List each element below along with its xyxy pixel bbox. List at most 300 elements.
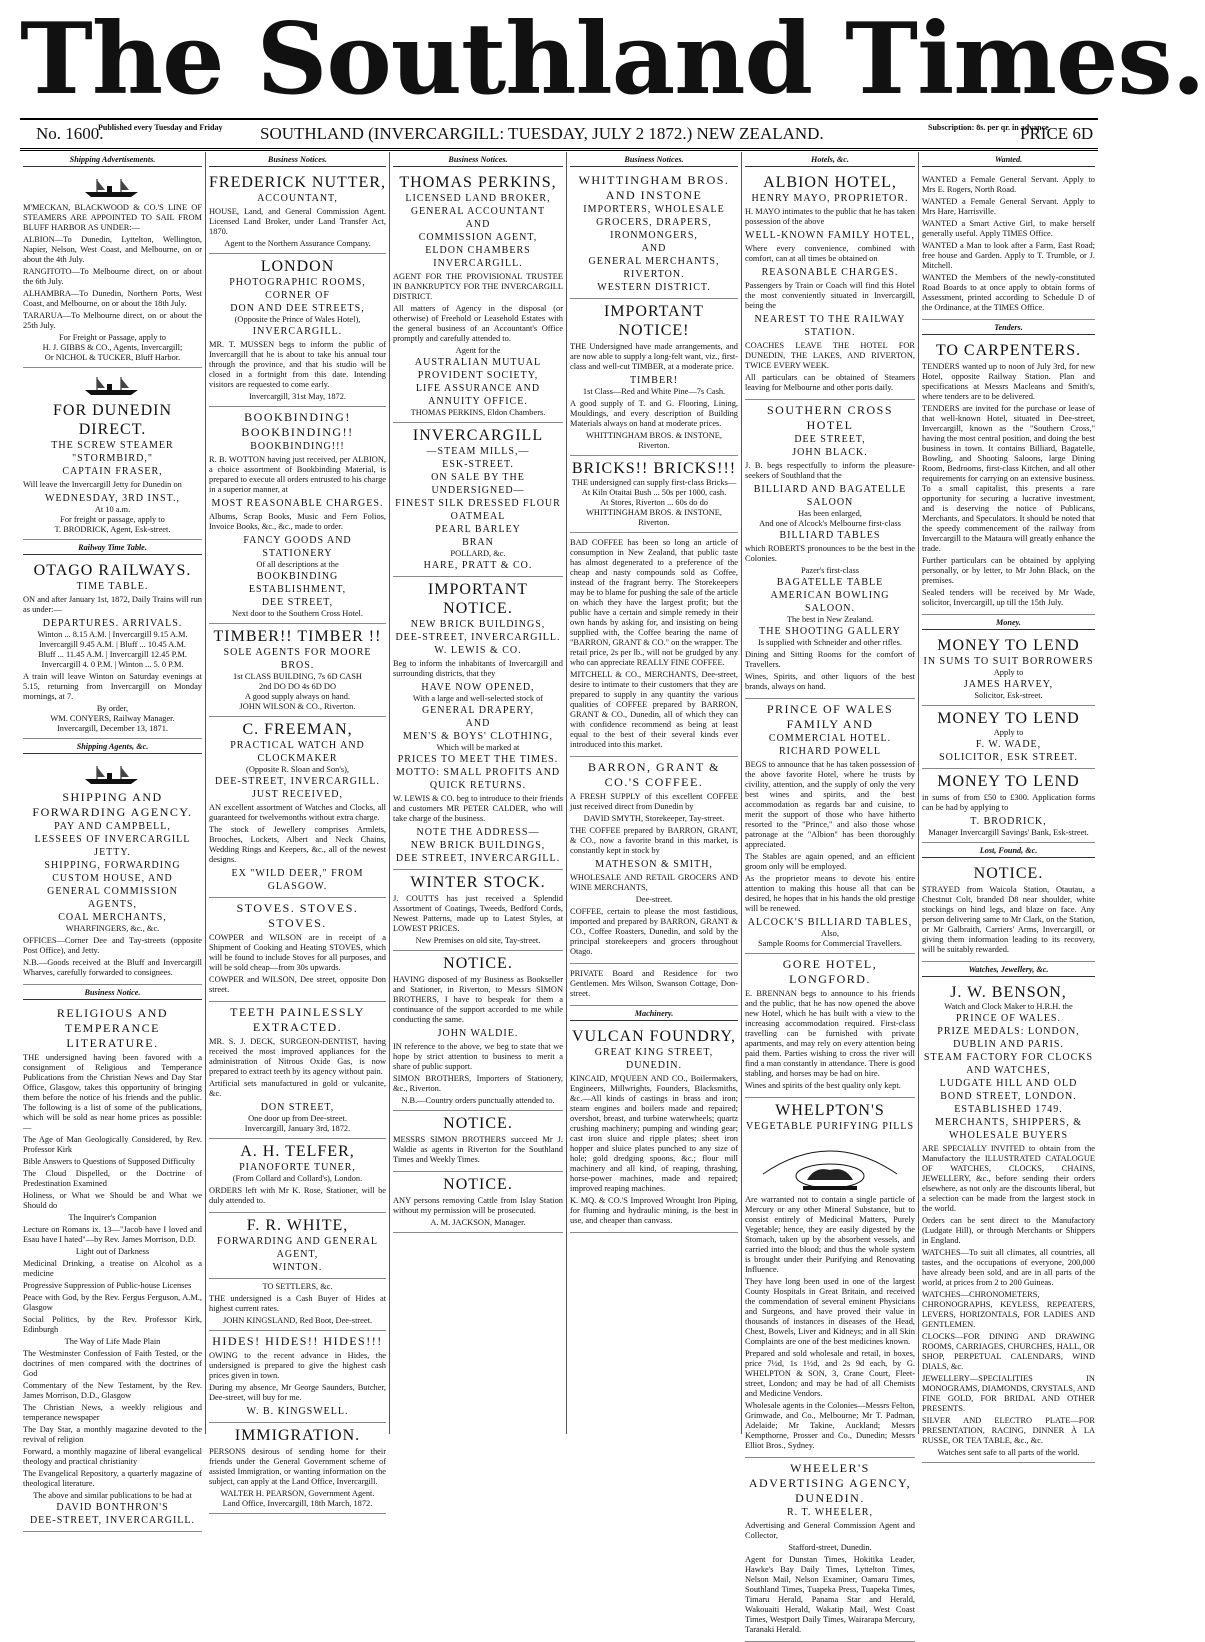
advertisement [922,338,1095,615]
ad-line: FINEST SILK DRESSED FLOUR [395,498,561,509]
advertisement [922,980,1095,1463]
advertisement [23,170,202,368]
ad-line: SILVER AND ELECTRO PLATE—FOR PRESENTATION, RACING, DINNER À LA RUSSE, OR TEA TABLE, &c., &c. [922,1416,1095,1445]
advertisement [393,1172,563,1233]
ad-line: RELIGIOUS AND TEMPERANCE LITERATURE. [56,1006,169,1050]
ad-line: ANY persons removing Cattle from Islay Station without my permission will be prosecuted. [393,1196,563,1215]
ad-line: LUDGATE HILL AND OLD BOND STREET, LONDON. [939,1078,1078,1102]
ad-line: C. FREEMAN, [242,721,353,738]
advertisement [209,1279,386,1331]
ad-line: IMMIGRATION. [234,1427,361,1444]
ad-line: Holiness, or What we Should be and What we Should do [23,1191,202,1210]
ad-line: One door up from Dee-street. [248,1114,347,1123]
ad-line: Or NICHOL & TUCKER, Bluff Harbor. [44,353,181,362]
ad-line: HARE, PRATT & CO. [423,560,533,571]
ad-line: ALBION—To Dunedin, Lyttelton, Wellington, Napier, Nelson, West Coast, and Melbourne, on or about the 4th July. [23,235,202,264]
ad-line: BOOKBINDING!!! [250,441,345,452]
ad-line: FANCY GOODS AND STATIONERY [243,535,352,559]
ad-line: MEN'S & BOYS' CLOTHING, [403,731,553,742]
ad-line: THOMAS PERKINS, Eldon Chambers. [410,408,546,417]
ad-line: WHOLESALE AND RETAIL GROCERS AND WINE MERCHANTS, [570,873,738,892]
ad-line: The Way of Life Made Plain [64,1337,161,1346]
ad-line: ELDON CHAMBERS [425,245,531,256]
ad-line: ON and after January 1st, 1872, Daily Trains will run as under:— [23,595,202,614]
ad-line: —STEAM MILLS,— [426,446,530,457]
ad-line: PRINCE OF WALES. [956,1013,1061,1024]
advertisement [209,1002,386,1139]
section-heading: Watches, Jewellery, &c. [922,964,1095,977]
advertisement [393,951,563,1111]
ad-line: ESK-STREET. [442,459,514,470]
advertisement [209,624,386,717]
ad-line: Passengers by Train or Coach will find this Hotel the most conveniently situated in Invercargill, being the [745,281,915,310]
ad-line: RANGITOTO—To Melbourne direct, on or about the 6th July. [23,267,202,286]
column-2 [205,152,389,1508]
ad-line: ARE SPECIALLY INVITED to obtain from the Manufactory the ILLUSTRATED CATALOGUE OF WATCHES, CLOCKS, CHAINS, JEWELLERY, &c., before sending their orders elsewhere, as not only are the discounts liberal, but a selection can be made from the largest stock in the world. [922,1144,1095,1213]
advertisement [570,170,738,299]
ad-line: JAMES HARVEY, [963,679,1054,690]
advertisement [745,954,915,1098]
steamship-icon [83,764,143,786]
ad-line: Next door to the Southern Cross Hotel. [232,609,363,618]
ad-line: NEW BRICK BUILDINGS, [410,619,546,630]
ad-line: MR. T. MUSSEN begs to inform the public of Invercargill that he is about to take his annual tour through the province, and that his studio will be closed in a fortnight from this date. Intending visitors are requested to come early. [209,340,386,389]
ad-line: A FRESH SUPPLY of this excellent COFFEE just received direct from Dunedin by [570,792,738,811]
ad-line: BEGS to announce that he has taken possession of the above favorite Hotel, where he trusts by civility, attention, and the supply of only the very best wines and spirits, and the best accommodation as regards bar and cuisine, to merit the support of those who have hitherto resorted to the "Prince," and also those whose patronage at the "Albion" has been thoroughly appreciated. [745,760,915,849]
ad-line: SHIPPING AND FORWARDING AGENCY. [32,790,193,819]
ad-line: LONDON [260,258,335,275]
ad-line: MR. S. J. DECK, SURGEON-DENTIST, having received the most improved appliances for the administration of Nitrous Oxide Gas, is now prepared to extract teeth by its agency without pain. [209,1037,386,1076]
ad-line: NOTE THE ADDRESS— [416,827,540,838]
advertisement [745,1458,915,1642]
ad-line: COWPER and WILSON, Dee street, opposite Don street. [209,975,386,994]
ad-line: Invercargill 4. 0 P.M. | Winton ... 5. 0 P.M. [41,660,184,669]
ad-line: WHITTINGHAM BROS. & INSTONE, Riverton. [586,508,722,527]
advertisement [570,456,738,533]
ad-line: WATCHES—CHRONOMETERS, CHRONOGRAPHS, KEYLESS, REPEATERS, LEVERS, HORIZONTALS, FOR LADIES AND GENTLEMEN. [922,1290,1095,1329]
ad-line: The Day Star, a monthly magazine devoted to the revival of religion [23,1425,202,1444]
ad-line: Invercargill, 31st May, 1872. [249,392,346,401]
advertisement [922,633,1095,706]
masthead [0,0,1205,118]
ad-line: DON AND DEE STREETS, [230,303,365,314]
ad-line: New Premises on old site, Tay-street. [415,936,541,945]
advertisement [745,1098,915,1458]
ad-line: STEAM FACTORY FOR CLOCKS AND WATCHES, [923,1052,1094,1076]
ad-line: Are warranted not to contain a single particle of Mercury or any other Mineral Substance, but to consist entirely of Medicinal Matters, Purely Vegetable; hence, they are easily digested by the Stomach, taken up by the absorbent vessels, and carried into the blood; and thus the whole system is brought under their Purifying and Renovating Influence. [745,1195,915,1274]
ad-line: As the proprietor means to devote his entire attention to making this house all that can be desired, he hopes that in his hands the old prestige will be renewed. [745,874,915,913]
ad-line: MATHESON & SMITH, [595,859,713,870]
ad-line: THE undersigned having been favored with a consignment of Religious and Temperance Publications from the Christian News and Day Star Office, Glasgow, takes this opportunity of bringing them before the notice of his friends and the public. The following is a list of some of the publications, which will be sold as near home prices as possible:— [23,1053,202,1132]
ad-line: DEPARTURES. ARRIVALS. [42,618,183,629]
ad-line: AND [465,219,491,230]
advertisement [209,1213,386,1279]
ad-line: Apply to [993,668,1024,677]
ad-line: GENERAL COMMISSION AGENTS, [47,886,178,910]
ad-line: The Christian News, a weekly religious and temperance newspaper [23,1403,202,1422]
ad-line: WELL-KNOWN FAMILY HOTEL, [745,230,915,241]
ad-line: THE SHOOTING GALLERY [759,626,901,637]
section-heading: Shipping Advertisements. [23,154,202,167]
ad-line: A good supply always on hand. [244,692,351,701]
ad-line: OATMEAL [450,511,506,522]
ad-line: Land Office, Invercargill, 18th March, 1872. [222,1499,373,1508]
ad-line: Watch and Clock Maker to H.R.H. the [944,1002,1073,1011]
ad-line: Where every convenience, combined with comfort, can at all times be obtained on [745,244,915,263]
dateline-rule [20,148,1098,151]
advertisement [393,870,563,951]
price: PRICE 6D [1020,124,1094,143]
ad-line: EX "WILD DEER," FROM GLASGOW. [231,868,364,892]
ad-line: FORWARDING AND GENERAL AGENT, [217,1236,378,1260]
advertisement [209,1331,386,1423]
ad-line: Sealed tenders will be received by Mr Wade, solicitor, Invercargill, up till the 15th July. [922,588,1095,607]
ad-line: They have long been used in one of the largest County Hospitals in Great Britain, and received the commendation of several eminent Physicians and Surgeons, and have proved their value in thousands of instances in diseases of the Head, Chest, Bowels, Liver and Kidneys; and in all Skin Complaints are one of the best medicines known. [745,1277,915,1346]
ad-line: MOTTO: SMALL PROFITS AND QUICK RETURNS. [395,767,561,791]
ad-line: ALCOCK'S BILLIARD TABLES, [747,917,913,928]
ad-line: R. B. WOTTON having just received, per ALBION, a choice assortment of Bookbinding Material, is prepared to execute all orders entrusted to his charge in a superior manner, at [209,455,386,494]
ad-line: MESSRS SIMON BROTHERS succeed Mr J. Waldie as agents in Riverton for the Southland Times and Weekly Times. [393,1135,563,1164]
ad-line: THOMAS PERKINS, [399,174,557,191]
ad-line: NOTICE. [443,955,513,972]
ad-line: Will leave the Invercargill Jetty for Dunedin on [23,480,182,489]
ad-line: WANTED a Female General Servant. Apply to Mrs Hare, Harrisville. [922,197,1095,216]
ad-line: THE Undersigned have made arrangements, and are now able to supply a long-felt want, viz., first-class and well-cut TIMBER, at a moderate price. [570,342,738,371]
ad-line: SOLE AGENTS FOR MOORE BROS. [223,647,372,671]
ad-line: Manager Invercargill Savings' Bank, Esk-street. [928,828,1089,837]
section-heading: Money. [922,617,1095,630]
ad-line: BAD COFFEE has been so long an article of consumption in New Zealand, that public taste has almost degenerated to a preference of the cheap and nasty compounds sold as Coffee, instead of the fragrant berry. The Storekeepers may be to blame for pushing the sale of the article on which they have the largest profit; but the public have a certain and simple remedy in their own hands by asking for, and insisting on being supplied with, the Coffee bearing the name of "BARRON, GRANT & CO." on the wrapper. The retail price, 2s per lb., will not be grudged by any who can appreciate REALLY FINE COFFEE. [570,538,738,667]
ad-line: Watches sent safe to all parts of the world. [937,1448,1080,1457]
ad-line: Artificial sets manufactured in gold or vulcanite, &c. [209,1079,386,1098]
ad-line: SHIPPING, FORWARDING [44,860,181,871]
dateline [20,121,1098,149]
ad-line: J. B. begs respectfully to inform the pleasure-seekers of Southland that the [745,461,915,480]
ad-line: PRICES TO MEET THE TIMES. [397,754,559,765]
ad-line: STRAYED from Waicola Station, Otautau, a Chestnut Colt, branded D8 near shoulder, white stockings on hind legs, and blaze on face. Any person delivering same to Mr Clark, on the Station, or Mr Galbraith, Carriers' Arms, Invercargill, or giving them information leading to its recovery, will be suitably rewarded. [922,885,1095,954]
ad-line: Invercargill, December 13, 1871. [56,724,168,733]
ad-line: Commentary of the New Testament, by the Rev. James Morrison, D.D., Glasgow [23,1381,202,1400]
ad-line: The Westminster Confession of Faith Tested, or the doctrines of men compared with the doctrines of God [23,1349,202,1378]
ad-line: TO CARPENTERS. [935,342,1082,359]
ad-line: LESSEES OF INVERCARGILL JETTY. [34,834,191,858]
ad-line: J. COUTTS has just received a Splendid Assortment of Coatings, Tweeds, Bedford Cords, Newest Patterns, made up to Latest Styles, at LOWEST PRICES. [393,894,563,933]
ad-line: The best in New Zealand. [786,615,874,624]
ad-line: TENDERS are invited for the purchase or lease of that well-known Hotel, situated in Dee-street, Invercargill, known as the "Southern Cross," having the most central position, and doing the best business in town. It contains Billiard, Bagatelle, Bowling, and Shooting Saloons, large Dining Room, Bedrooms, first-class Kitchen, and all other requirements for carrying on an extensive business. To a small capitalist, this presents a rare opportunity for securing a lucrative investment, and is deserving the notice of Publicans, Merchants, and Speculators. It should be noted that the speedy commencement of the railway from Invercargill to the Mataura will greatly enhance the trade. [922,404,1095,553]
column-4 [566,152,741,1434]
ad-line: Lecture on Romans ix. 13—"Jacob have I loved and Esau have I hated"—by Rev. James Morrison, D.D. [23,1225,202,1244]
ad-line: R. T. WHEELER, [787,1507,873,1518]
ad-line: Beg to inform the inhabitants of Invercargill and surrounding districts, that they [393,659,563,678]
subscription-rate: Subscription: 8s. per qr. in advance [928,123,1049,132]
ad-line: AND [641,243,667,254]
ad-line: DON STREET, [260,1102,335,1113]
steamship-icon [83,177,143,199]
ad-line: IN SUMS TO SUIT BORROWERS [923,656,1094,667]
ad-line: GORE HOTEL, LONGFORD. [782,957,878,986]
ad-line: DEE STREET, INVERCARGILL. [395,853,561,864]
ad-line: TIMBER!! TIMBER !! [213,628,382,645]
section-heading: Machinery. [570,1008,738,1021]
ad-line: NOTICE. [443,1115,513,1132]
ad-line: IMPORTERS, WHOLESALE [583,204,725,215]
ad-line: Prepared and sold wholesale and retail, in boxes, price 7½d, 1s 1½d, and 2s 9d each, by G. WHELPTON & SON, 3, Crane Court, Fleet-street, London; and may be had of all Chemists and Medicine Vendors. [745,1349,915,1398]
ad-line: which ROBERTS pronounces to be the best in the Colonies. [745,544,915,563]
ad-line: A good supply of T. and G. Flooring, Lining, Mouldings, and every description of Building Materials always on hand at moderate prices. [570,399,738,428]
ad-line: A train will leave Winton on Saturday evenings at 5.15, returning from Invercargill on Monday mornings, at 7. [23,672,202,701]
ad-line: H. MAYO intimates to the public that he has taken possession of the above [745,207,915,226]
ad-line: NEW BRICK BUILDINGS, [410,840,546,851]
ad-line: For Freight or Passage, apply to [58,333,166,342]
ad-line: Agent for the [455,346,501,355]
ad-line: ACCOUNTANT, [257,193,338,204]
ad-line: Further particulars can be obtained by applying personally, or by letter, to Mr John Black, on the premises. [922,556,1095,585]
ad-line: W. B. KINGSWELL. [246,1406,349,1417]
ad-line: Solicitor, Esk-street. [974,691,1043,700]
advertisement [209,170,386,254]
ad-line: F. W. WADE, [975,739,1042,750]
ad-line: BOOKBINDING! BOOKBINDING!! [241,410,354,439]
ad-line: PRACTICAL WATCH AND CLOCKMAKER [230,740,365,764]
ad-line: HOUSE, Land, and General Commission Agent. Licensed Land Broker, under Land Transfer Act, 1870. [209,207,386,236]
ad-line: AUSTRALIAN MUTUAL PROVIDENT SOCIETY, [414,357,542,381]
ad-line: COMMERCIAL HOTEL. [768,733,892,744]
ad-line: CLOCKS—FOR DINING AND DRAWING ROOMS, CARRIAGES, CHURCHES, HALL, OR SHOP, PERPETUAL CALENDARS, WIND DIALS, &c. [922,1332,1095,1371]
ad-line: Stafford-street, Dunedin. [788,1543,872,1552]
ad-line: CUSTOM HOUSE, AND [52,873,173,884]
ad-line: TIMBER! [629,375,679,386]
ad-line: COMMISSION AGENT, [418,232,538,243]
advertisement [570,757,738,964]
section-heading: Shipping Agents, &c. [23,741,202,754]
ad-line: T. BRODRICK, [970,816,1047,827]
advertisement [23,757,202,985]
ad-line: At 10 a.m. [94,505,131,514]
ad-line: MERCHANTS, SHIPPERS, & WHOLESALE BUYERS [934,1117,1083,1141]
ad-line: DEE-STREET, INVERCARGILL. [395,632,561,643]
ad-line: Agent to the Northern Assurance Company. [224,239,371,248]
advertisement [393,1111,563,1172]
ad-line: PHOTOGRAPHIC ROOMS, [229,277,366,288]
ad-line: During my absence, Mr George Saunders, Butcher, Dee-street, will buy for me. [209,1383,386,1402]
ad-line: IMPORTANT NOTICE. [427,581,529,617]
ad-line: Peace with God, by the Rev. Fergus Ferguson, A.M., Glasgow [23,1293,202,1312]
ad-line: M'MECKAN, BLACKWOOD & CO.'S LINE OF STEAMERS ARE APPOINTED TO SAIL FROM BLUFF HARBOR AS UNDER:— [23,203,202,232]
ad-line: At Stores, Riverton ... 60s do do [600,498,708,507]
ad-line: T. BRODRICK, Agent, Esk-street. [54,525,171,534]
ad-line: COAL MERCHANTS, [58,912,167,923]
ad-line: Progressive Suppression of Public-house Licenses [23,1281,192,1290]
ad-line: NOTICE. [443,1176,513,1193]
section-heading: Business Notices. [393,154,563,167]
ad-line: BARRON, GRANT & CO.'S COFFEE. [588,760,720,789]
ad-line: Bible Answers to Questions of Supposed Difficulty [23,1157,195,1166]
ad-line: CORNER OF [265,290,330,301]
ad-line: AMERICAN BOWLING SALOON. [770,590,890,614]
ad-line: Dining and Sitting Rooms for the comfort of Travellers. [745,650,915,669]
ad-line: COFFEE, certain to please the most fastidious, imported and prepared by BARRON, GRANT & CO., Coffee Roasters, Dunedin, and sold by the principal storekeepers and grocers throughout Otago. [570,907,738,956]
ad-line: PRIVATE Board and Residence for two Gentlemen. Mrs Wilson, Swanson Cottage, Don-street. [570,969,738,998]
pill-emblem-icon [755,1136,905,1192]
ad-line: TIME TABLE. [76,581,149,592]
ad-line: HIDES! HIDES!! HIDES!!! [212,1334,383,1348]
ad-line: MONEY TO LEND [937,637,1080,654]
section-heading: Business Notices. [570,154,738,167]
ad-line: WHELPTON'S [775,1102,885,1119]
ad-line: SIMON BROTHERS, Importers of Stationery, &c., Riverton. [393,1074,563,1093]
section-heading: Lost, Found, &c. [922,845,1095,858]
ad-line: PERSONS desirous of sending home for their friends under the General Government scheme of assisted Immigration, or wanting information on the subject, can apply at the Land Office, Invercargill. [209,1447,386,1486]
ad-line: W. LEWIS & CO. beg to introduce to their friends and customers MR PETER CALDER, who will take charge of the business. [393,794,563,823]
section-heading: Tenders. [922,322,1095,335]
ad-line: For freight or passage, apply to [60,515,165,524]
ad-line: WANTED the Members of the newly-constituted Road Boards to at once apply to obtain forms of Assessment, printed according to Schedule D of the Ordinance, at the TIMES Office. [922,273,1095,312]
ad-line: MITCHELL & CO., MERCHANTS, Dee-street, desire to intimate to their customers that they are prepared to supply in any quantity the various qualities of COFFEE prepared by BARRON, GRANT & CO., Dunedin, all of which they can with confidence recommend as being at least equal to the best of their several kinds ever introduced into this market. [570,670,738,749]
ad-line: WATCHES—To suit all climates, all countries, all tastes, and the occupations of everyone, 200,000 have already been sold, and are in all parts of the world, at prices from 2 to 200 Guineas. [922,1248,1095,1287]
ad-line: ESTABLISHED 1749. [954,1104,1063,1115]
ad-line: THE undersigned is a Cash Buyer of Hides at highest current rates. [209,1294,386,1313]
section-heading: Business Notice. [23,987,202,1000]
ad-line: MOST REASONABLE CHARGES. [211,498,384,509]
ad-line: Has been enlarged, [798,509,862,518]
ad-line: The Stables are again opened, and an efficient groom only will be employed. [745,852,915,871]
advertisement [209,898,386,1002]
ad-line: The Evangelical Repository, a quarterly magazine of theological literature. [23,1469,202,1488]
ad-line: VULCAN FOUNDRY, [571,1028,737,1045]
ad-line: OWING to the recent advance in Hides, the undersigned is prepared to give the highest cash prices given in town. [209,1351,386,1380]
ad-line: The Age of Man Geologically Considered, by Rev. Professor Kirk [23,1135,202,1154]
ad-line: Albums, Scrap Books, Music and Fern Folios, Invoice Books, &c., &c., made to order. [209,512,386,531]
ad-line: WEDNESDAY, 3RD INST., [45,493,180,504]
ad-line: 2nd DO DO 4s 6D DO [258,682,336,691]
ad-line: THE undersigned can supply first-class Bricks— [571,478,737,487]
ad-line: Invercargill 9.45 A.M. | Bluff ... 10.45 A.M. [39,640,186,649]
ad-line: POLLARD, &c. [450,549,506,558]
ad-line: All particulars can be obtained of Steamers leaving for Melbourne and other ports daily. [745,373,915,392]
ad-line: AN excellent assortment of Watches and Clocks, all guaranteed for twelvemonths without extra charge. [209,803,386,822]
ad-line: WANTED a Man to look after a Farm, East Road; free house and Garden. Apply to T. Trumble, or J. Mitchell. [922,241,1095,270]
ad-line: COWPER and WILSON are in receipt of a Shipment of Cooking and Heating STOVES, which will be found to include Stoves for all purposes, and will be sold cheap—from 30s upwards. [209,933,386,972]
ad-line: BAGATELLE TABLE [776,577,884,588]
ad-line: Wines and spirits of the best quality only kept. [745,1081,901,1090]
ad-line: 1st Class—Red and White Pine—7s Cash. [582,387,726,396]
advertisement [393,423,563,577]
ad-line: E. BRENNAN begs to announce to his friends and the public, that he has now opened the above new Hotel, which he has built with a view to the increasing accommodation required. First-class travelling can be furnished with private apartments, and may rely on every attention being paid them. Parties wishing to cross the river will find a man constantly in attendance. There is good stabling, and horses may be had on hire. [745,989,915,1078]
advertisement [209,407,386,624]
advertisement [922,769,1095,843]
section-heading: Wanted. [922,154,1095,167]
ad-line: A. M. JACKSON, Manager. [430,1218,526,1227]
ad-line: ALHAMBRA—To Dunedin, Northern Ports, West Coast, and Melbourne, on or about the 18th July. [23,289,202,308]
ad-line: GENERAL MERCHANTS, [588,256,720,267]
ad-line: WANTED a Smart Active Girl, to make herself generally useful. Apply TIMES Office. [922,219,1095,238]
advertisement [570,533,738,757]
ad-line: By order, [96,704,129,713]
ad-line: JOHN KINGSLAND, Red Boot, Dee-street. [222,1316,373,1325]
column-3 [389,152,566,1434]
advertisement [23,558,202,739]
ad-line: ORDERS left with Mr K. Rose, Stationer, will be duly attended to. [209,1186,386,1205]
ad-line: Agent for Dunstan Times, Hokitika Leader, Hawke's Bay Daily Times, Lyttelton Times, Nelson Mail, Nelson Examiner, Oamaru Times, Southland Times, Tuapeka Press, Tuapeka Times, Timaru Herald, Panama Star and Herald, Wakouaiti Herald, Wakatip Mail, West Coast Times, Westport Daily Times, Wairarapa Mercury, Taranaki Herald. [745,1555,915,1634]
ad-line: MONEY TO LEND [937,710,1080,727]
ad-line: DEE-STREET, INVERCARGILL. [214,776,381,787]
advertisement [745,699,915,954]
ad-line: GREAT KING STREET, DUNEDIN. [594,1047,714,1071]
ad-line: Pazer's first-class [800,566,860,575]
ad-line: WALTER H. PEARSON, Government Agent. [220,1489,375,1498]
ad-line: IMPORTANT NOTICE! [603,303,705,339]
advertisement [393,170,563,423]
ad-line: Also, [821,929,839,938]
issue-number: No. 1600. [36,124,104,143]
ad-line: Forward, a monthly magazine of liberal evangelical theology and practical christianity [23,1447,202,1466]
section-heading: Hotels, &c. [745,154,915,167]
ad-line: IN reference to the above, we beg to state that we hope by strict attention to business to merit a share of public support. [393,1042,563,1071]
ad-line: At Kiln Otaitai Bush ... 50s per 1000, cash. [581,488,727,497]
ad-line: SOUTHERN CROSS HOTEL [766,403,894,432]
ad-line: JUST RECEIVED, [251,789,344,800]
advertisement [209,1423,386,1514]
ad-line: WHITTINGHAM BROS. AND INSTONE [578,173,730,202]
ad-line: J. W. BENSON, [950,984,1067,1001]
advertisement [922,861,1095,962]
advertisement [393,577,563,870]
ad-line: Is supplied with Schneider and other rifles. [758,638,902,647]
ad-line: GENERAL ACCOUNTANT [410,206,546,217]
column-6 [918,152,1098,1457]
ad-line: OFFICES—Corner Dee and Tay-streets (opposite Post Office), and Jetty. [23,936,202,955]
advertisement [23,368,202,540]
ad-line: STOVES. STOVES. STOVES. [236,901,359,930]
ad-line: LIFE ASSURANCE AND ANNUITY OFFICE. [415,383,541,407]
advertisement [922,170,1095,320]
ad-line: HAVE NOW OPENED, [421,682,535,693]
ad-line: HAVING disposed of my Business as Bookseller and Stationer, in Riverton, to Messrs SIMON BROTHERS, I have to bespeak for them a continuance of the support accorded to me while conducting the same. [393,975,563,1024]
ad-line: LICENSED LAND BROKER, [405,193,551,204]
ad-line: The Cloud Dispelled, or the Doctrine of Predestination Examined [23,1169,202,1188]
advertisement [570,299,738,456]
ad-line: GROCERS, DRAPERS, IRONMONGERS, [596,217,712,241]
ad-line: Which will be marked at [436,743,520,752]
ad-line: Winton ... 8.15 A.M. | Invercargill 9.15 A.M. [37,630,188,639]
section-heading: Business Notices. [209,154,386,167]
ad-line: MONEY TO LEND [937,773,1080,790]
advertisement [570,1024,738,1233]
ad-line: JOHN BLACK. [792,447,868,458]
ad-line: PRINCE OF WALES FAMILY AND [766,702,894,731]
ad-line: ALBION HOTEL, [763,174,897,191]
ad-line: BILLIARD TABLES [779,530,881,541]
ad-line: The stock of Jewellery comprises Armlets, Brooches, Lockets, Albert and Neck Chains, Wedding Rings and Keepers, &c., all of the newest designs. [209,825,386,864]
ad-line: (Opposite the Prince of Wales Hotel), [234,315,361,324]
column-5 [741,152,918,1634]
ad-line: PAY AND CAMPBELL, [54,821,171,832]
ad-line: BOOKBINDING ESTABLISHMENT, [248,571,347,595]
ad-line: TEETH PAINLESSLY EXTRACTED. [230,1005,365,1034]
ad-line: Social Politics, by the Rev. Professor Kirk, Edinburgh [23,1315,202,1334]
ad-line: TENDERS wanted up to noon of July 3rd, for new Hotel, opposite Railway Station. Plan and specifications at Messrs Macleans and Smith's, where tenders are to be delivered. [922,362,1095,401]
ad-line: Dee-street. [635,895,673,904]
ad-line: Medicinal Drinking, a treatise on Alcohol as a medicine [23,1259,202,1278]
ad-line: Invercargill, January 3rd, 1872. [244,1124,351,1133]
ad-line: BILLIARD AND BAGATELLE SALOON [753,484,907,508]
ad-line: (From Collard and Collard's), London. [232,1174,363,1183]
ad-line: Orders can be sent direct to the Manufactory (Ludgate Hill), or through Merchants or Shippers in England. [922,1216,1095,1245]
ad-line: Wines, Spirits, and other liquors of the best brands, always on hand. [745,672,915,691]
advertisement [570,964,738,1006]
advertisement [745,170,915,400]
ad-line: (Opposite R. Sloan and Son's), [246,765,349,774]
